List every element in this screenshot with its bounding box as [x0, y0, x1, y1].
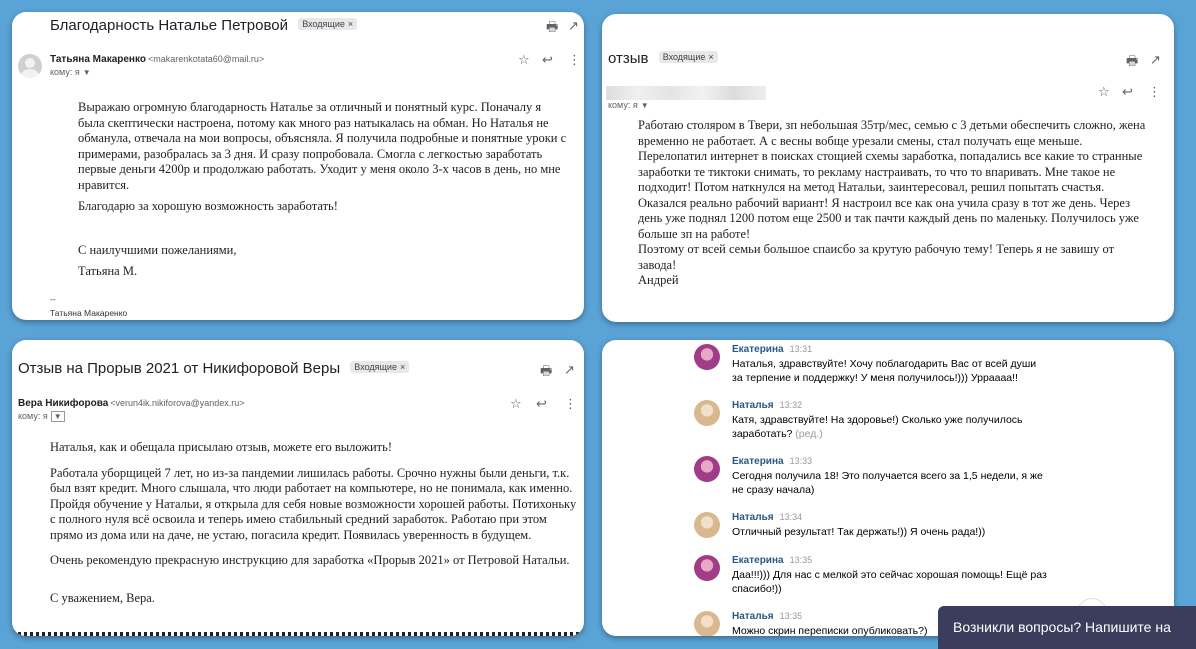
torn-edge — [12, 632, 584, 636]
email-paragraph: Андрей — [638, 273, 679, 287]
email-paragraph: Работаю столяром в Твери, зп небольшая 35тр/мес, семью с 3 детьми обеспечить сложно, жена временно не работает. А с весны вобще урезали смены, стал получать еще меньше. Перелопатил интернет в поисках стощией схемы заработка, попадались все какие то странные заработки те тиктоки снимать, то рекламу настраивать, то что то впаривать. Мне такое не подходит! Потом наткнулся на метод Натальи, заинтересовал, решил попытать счастья. Оказался реально рабочий вариант! Я настроил все как она учила сразу в тот же день. Через день уже поднял 1200 потом еще 2500 и так пачти каждый день по маленьку. Получилось уже больше зп на работе! — [638, 118, 1146, 241]
message-text: Катя, здравствуйте! На здоровье!) Сколько уже получилось заработать? (ред.) — [732, 414, 1023, 440]
email-paragraph: Выражаю огромную благодарность Наталье за отличный и понятный курс. Поначалу я была скептически настроена, потому как много раз натыкалась на обман. Но Наталья не обманула, отвечала на мои вопросы, объясняла. Я получила подробные и понятные уроки с примерами, разобралась за 3 дня. И сразу попробовала. Смогла с легкостью заработать первые деньги 4200р и продолжаю работать. Уходит у меня около 3-х часов в день, но мне нравится. — [78, 100, 567, 192]
open-in-new-icon[interactable]: ↗ — [564, 362, 575, 377]
author-name: Екатерина — [732, 456, 784, 467]
author-name: Екатерина — [732, 555, 784, 566]
reply-icon[interactable]: ↩ — [542, 52, 553, 67]
more-vert-icon[interactable]: ⋮ — [1148, 84, 1161, 99]
email-panel-1 — [12, 12, 584, 320]
email-panel-3 — [12, 340, 584, 636]
email-paragraph: Татьяна М. — [78, 264, 138, 278]
email-body — [638, 118, 1148, 289]
sender-email: <makarenkotata60@mail.ru> — [147, 54, 265, 64]
email-paragraph: Работала уборщицей 7 лет, но из-за пандемии лишилась работы. Срочно нужны были деньги, т.к. был взят кредит. Много слышала, что люди работает на компьютере, но не понимала, как именно. Пройдя обучение у Натальи, я открыла для себя новые возможности хорошей работы. Потихоньку с полного нуля всё освоила и теперь имею стабильный средний заработок. Работаю при этом прямо из дома или на даче, не устаю, погасила кредит. Появилась уверенность в будущем. — [50, 465, 577, 542]
close-icon: × — [399, 362, 406, 372]
print-icon[interactable]: 🖶 — [1126, 53, 1139, 68]
open-in-new-icon[interactable]: ↗ — [1150, 52, 1161, 67]
message-time: 13:31 — [789, 344, 813, 354]
inbox-badge[interactable]: Входящие × — [298, 18, 357, 30]
email-paragraph: Наталья, как и обещала присылаю отзыв, можете его выложить! — [50, 440, 392, 454]
email-paragraph: Очень рекомендую прекрасную инструкцию для заработка «Прорыв 2021» от Петровой Натальи. — [50, 553, 570, 567]
print-icon[interactable]: 🖶 — [546, 19, 559, 34]
chevron-down-icon: ▼ — [51, 411, 65, 422]
signature-name: Татьяна Макаренко — [50, 308, 128, 318]
message-text: Можно скрин переписки опубликовать?) — [732, 625, 928, 636]
chevron-down-icon: ▼ — [82, 68, 91, 77]
close-icon: × — [347, 19, 354, 29]
print-icon[interactable]: 🖶 — [540, 363, 553, 378]
reply-icon[interactable]: ↩ — [1122, 84, 1133, 99]
recipient-line[interactable]: кому: я ▼ — [50, 67, 91, 77]
star-icon[interactable]: ☆ — [1098, 84, 1110, 99]
email-paragraph: С уважением, Вера. — [50, 590, 155, 605]
more-vert-icon[interactable]: ⋮ — [568, 52, 581, 67]
chat-panel — [602, 340, 1174, 636]
email-body — [78, 100, 568, 280]
recipient-line[interactable]: кому: я ▼ — [608, 100, 649, 110]
message-text: Даа!!!))) Для нас с мелкой это сейчас хорошая помощь! Ещё раз спасибо!)) — [732, 569, 1047, 595]
avatar-icon[interactable] — [694, 344, 720, 370]
author-name: Наталья — [732, 512, 774, 523]
email-subject: отзыв Входящие × — [608, 50, 718, 67]
message-time: 13:35 — [789, 555, 813, 565]
message-time: 13:34 — [779, 512, 803, 522]
email-subject: Отзыв на Прорыв 2021 от Никифоровой Веры Входящие × — [18, 360, 409, 377]
close-icon: × — [708, 52, 714, 62]
author-name: Наталья — [732, 400, 774, 411]
message-text: Отличный результат! Так держать!)) Я очень рада!)) — [732, 526, 986, 538]
email-paragraph: Поэтому от всей семьи большое спаисбо за крутую рабочую тему! Теперь я не завишу от завода! — [638, 242, 1115, 272]
sender-name: Татьяна Макаренко <makarenkotata60@mail.ru> — [50, 54, 265, 65]
avatar-icon[interactable] — [694, 456, 720, 482]
email-subject: Благодарность Наталье Петровой Входящие × — [50, 17, 357, 34]
reply-icon[interactable]: ↩ — [536, 396, 547, 411]
more-vert-icon[interactable]: ⋮ — [564, 396, 577, 411]
message-time: 13:33 — [789, 456, 813, 466]
email-panel-2 — [602, 14, 1174, 322]
blurred-sender — [606, 86, 766, 100]
author-name: Наталья — [732, 611, 774, 622]
avatar-icon[interactable] — [694, 555, 720, 581]
message-time: 13:35 — [779, 611, 803, 621]
message-text: Наталья, здравствуйте! Хочу поблагодарить Вас от всей души за терпение и поддержку! У меня получилось!))) Урраааа!! — [732, 358, 1037, 384]
inbox-badge[interactable]: Входящие × — [350, 361, 409, 373]
author-name: Екатерина — [732, 344, 784, 355]
inbox-badge[interactable]: Входящие × — [659, 51, 718, 63]
avatar-icon[interactable] — [694, 400, 720, 426]
help-chat-banner[interactable]: Возникли вопросы? Напишите на — [938, 606, 1196, 649]
sender-name: Вера Никифорова <verun4ik.nikiforova@yandex.ru> — [18, 398, 245, 409]
email-paragraph: С наилучшими пожеланиями, — [78, 242, 237, 257]
star-icon[interactable]: ☆ — [518, 52, 530, 67]
avatar-icon — [18, 54, 42, 78]
recipient-line[interactable]: кому: я ▼ — [18, 411, 65, 421]
email-body — [50, 440, 578, 606]
email-paragraph: Благодарю за хорошую возможность заработать! — [78, 199, 338, 213]
message-time: 13:32 — [779, 400, 803, 410]
open-in-new-icon[interactable]: ↗ — [568, 18, 579, 33]
sender-email: <verun4ik.nikiforova@yandex.ru> — [110, 398, 245, 408]
star-icon[interactable]: ☆ — [510, 396, 522, 411]
signature-dash: -- — [50, 294, 56, 304]
message-text: Сегодня получила 18! Это получается всего за 1,5 недели, я же не сразу начала) — [732, 470, 1043, 496]
edited-label: (ред.) — [795, 428, 823, 440]
avatar-icon[interactable] — [694, 611, 720, 636]
chevron-down-icon: ▼ — [640, 101, 649, 110]
avatar-icon[interactable] — [694, 512, 720, 538]
